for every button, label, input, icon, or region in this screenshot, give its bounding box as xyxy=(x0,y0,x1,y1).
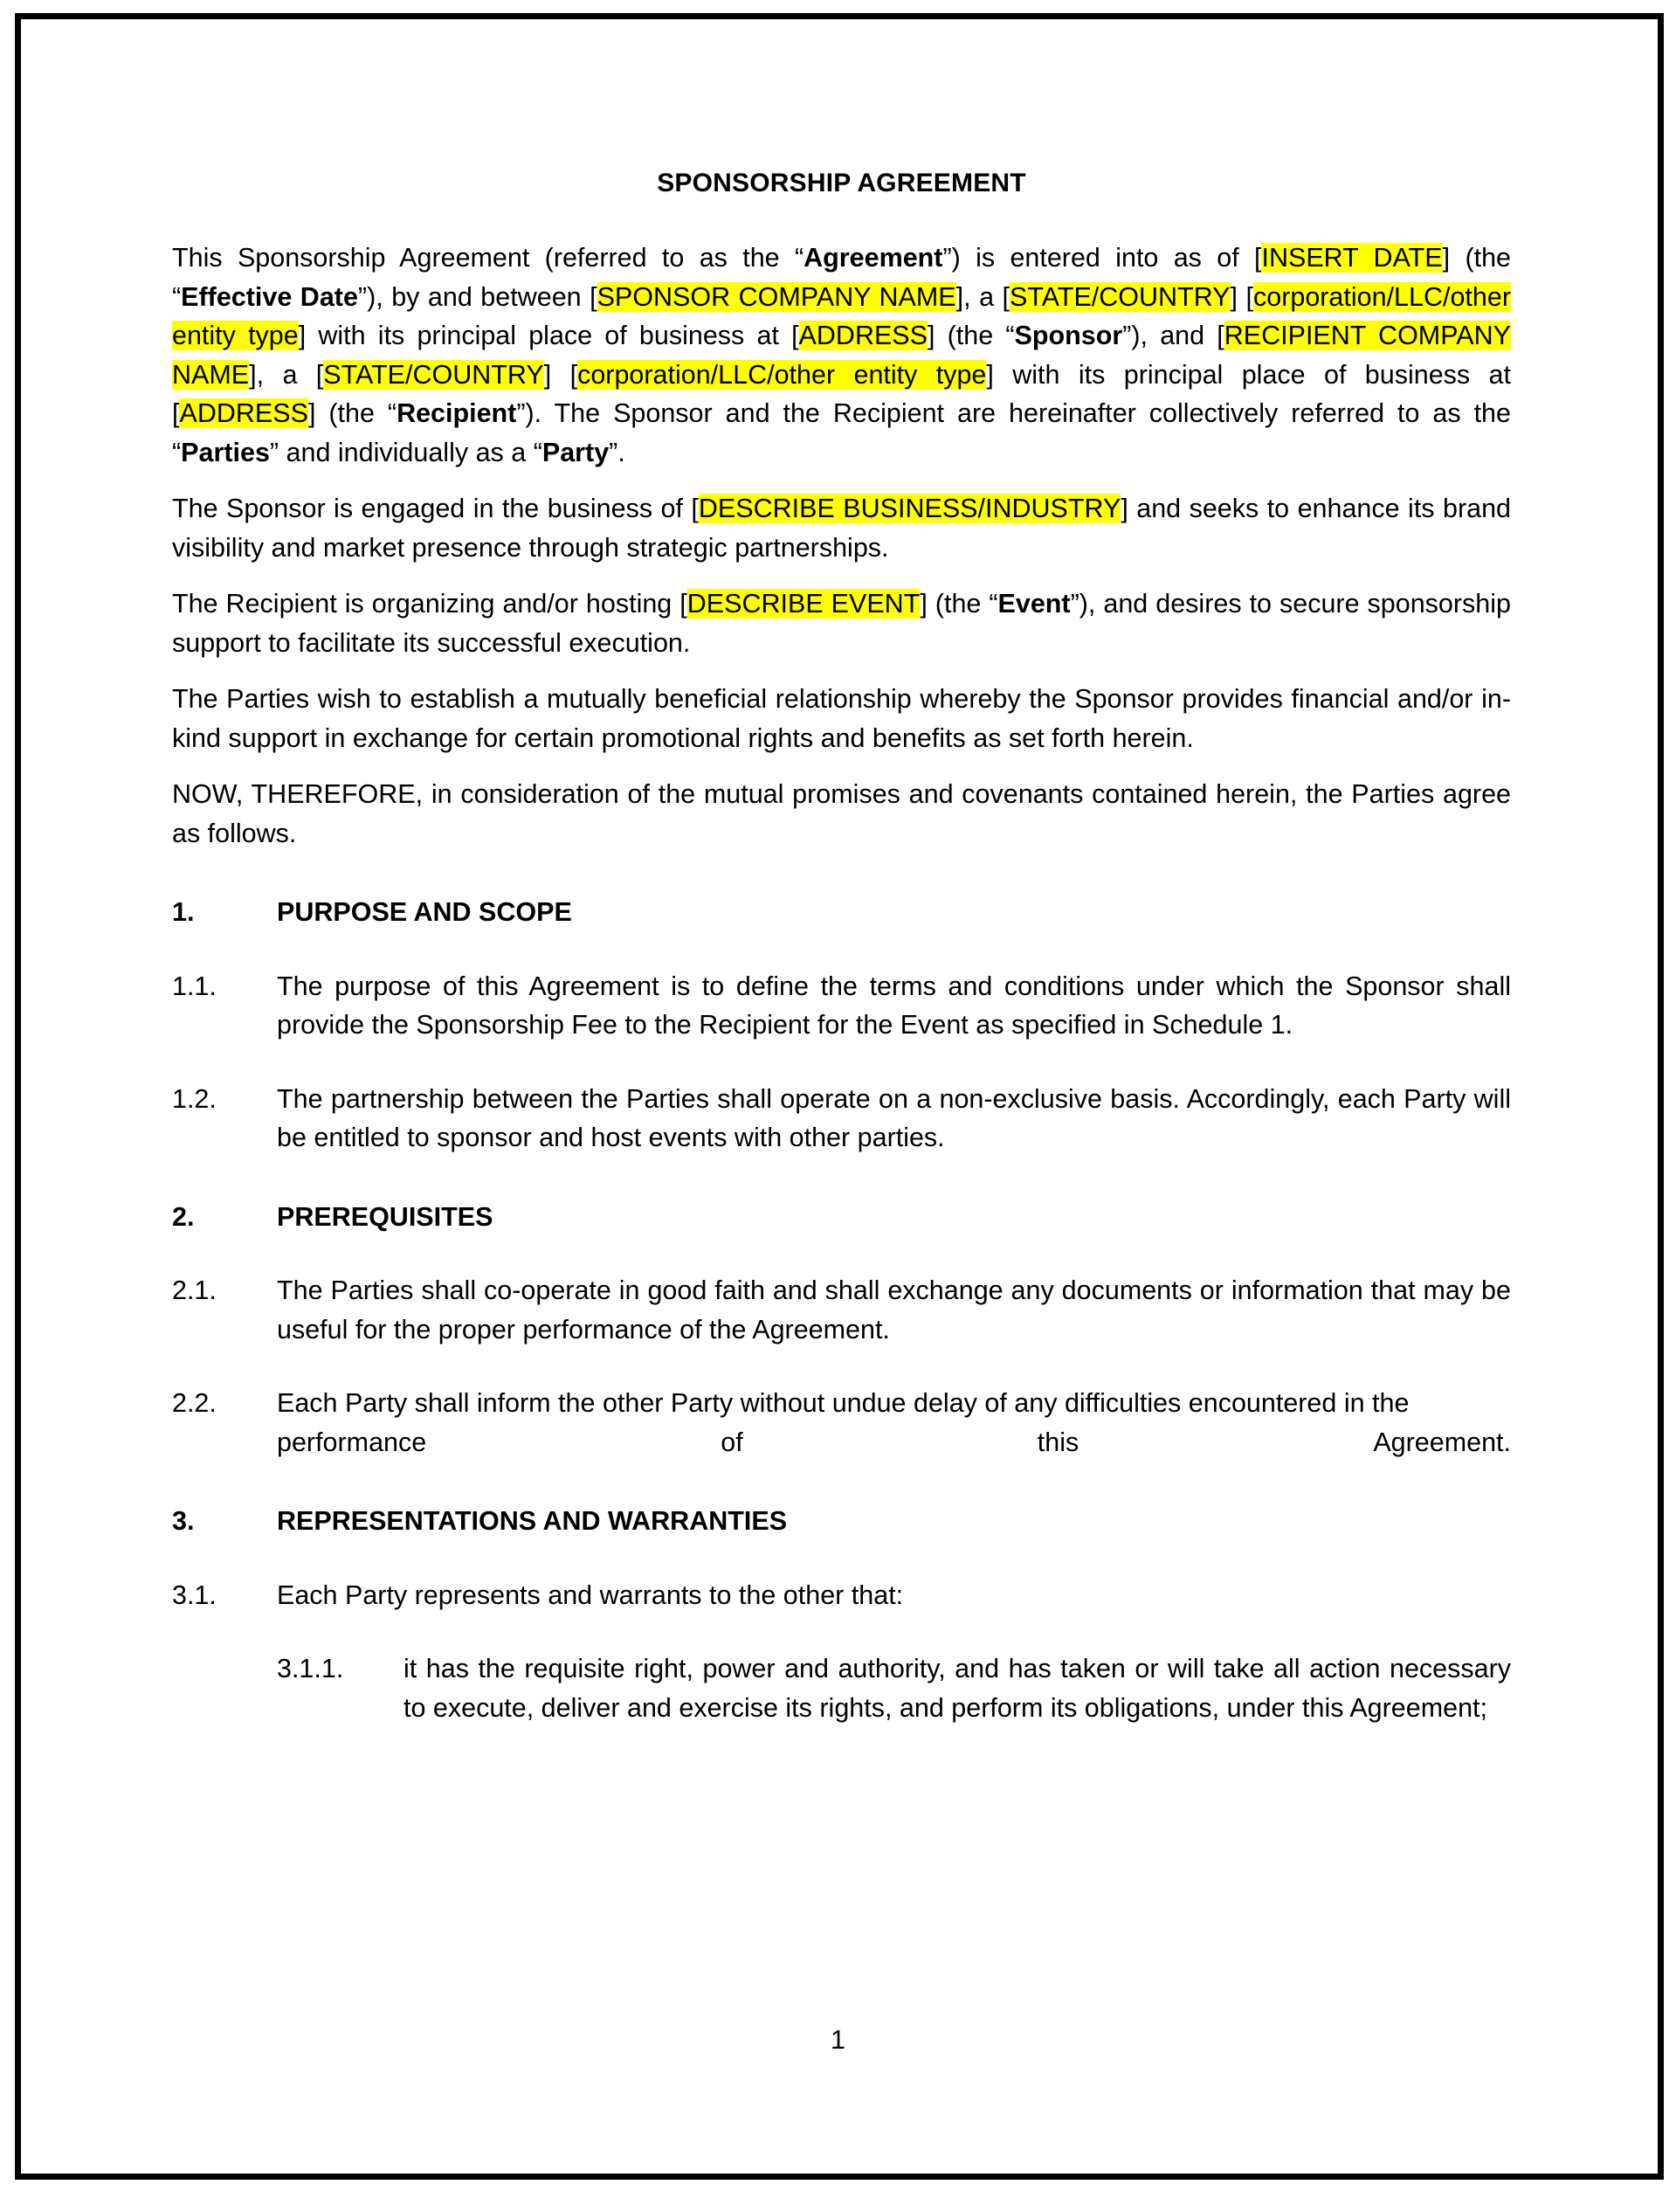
text-run: ” and individually as a “ xyxy=(269,437,542,467)
text-run: ] (the “ xyxy=(920,589,998,619)
clause-text: Each Party represents and warrants to the other that: xyxy=(277,1580,904,1610)
clause-text: The purpose of this Agreement is to define the terms and conditions under which the Sponsor shall provide the Sponsorship Fee to the Recipient for the Event as specified in Schedule 1. xyxy=(277,971,1511,1040)
spacer xyxy=(172,1236,1511,1271)
text-run: ”) is entered into as of [ xyxy=(942,243,1262,273)
word: this xyxy=(1037,1427,1079,1457)
subclause-3-1-1 xyxy=(172,1649,1511,1727)
placeholder-state-country-sponsor: STATE/COUNTRY xyxy=(1010,281,1231,312)
placeholder-sponsor-company-name: SPONSOR COMPANY NAME xyxy=(597,281,956,312)
term-party: Party xyxy=(541,437,610,467)
clause-number: 1.1. xyxy=(172,971,217,1001)
text-run: This Sponsorship Agreement (referred to as the “ xyxy=(172,243,804,273)
preamble-paragraph-5: NOW, THEREFORE, in consideration of the mutual promises and covenants contained herein, the Parties agree as follows. xyxy=(172,779,1511,848)
clause-text: The partnership between the Parties shall operate on a non-exclusive basis. Accordingly, each Party will be entitled to sponsor and host events with other parties. xyxy=(277,1083,1511,1152)
placeholder-entity-type-recipient: corporation/LLC/other entity type xyxy=(577,359,987,390)
text-run: ] [ xyxy=(543,359,578,390)
clause-2-2 xyxy=(172,1384,1511,1462)
spacer xyxy=(172,1462,1511,1502)
preamble-paragraph-4: The Parties wish to establish a mutually beneficial relationship whereby the Sponsor provides financial and/or in-kind support in exchange for certain promotional rights and benefits as set forth herein. xyxy=(172,684,1511,753)
placeholder-entity-type-sponsor: corporation/LLC/other entity type xyxy=(172,281,1511,350)
subclause-text: it has the requisite right, power and authority, and has taken or will take all action necessary to execute, deliver and exercise its rights, and perform its obligations, under this Agreement; xyxy=(403,1654,1511,1723)
term-recipient: Recipient xyxy=(397,398,517,428)
section-number: 2. xyxy=(172,1201,195,1232)
word: of xyxy=(721,1427,743,1457)
section-number: 3. xyxy=(172,1506,195,1536)
document-content xyxy=(172,0,1511,1727)
clause-line-1: Each Party shall inform the other Party without undue delay of any difficulties encountered in the xyxy=(277,1388,1410,1418)
term-effective-date: Effective Date xyxy=(181,281,358,312)
section-number: 1. xyxy=(172,897,195,927)
section-heading-3 xyxy=(172,1502,1511,1541)
text-run: ] (the “ xyxy=(928,321,1015,350)
spacer xyxy=(172,1614,1511,1649)
term-parties: Parties xyxy=(181,437,270,467)
clause-2-1 xyxy=(172,1271,1511,1349)
clause-line-2 xyxy=(277,1423,1511,1462)
text-run: ”), and [ xyxy=(1122,321,1224,350)
clause-3-1 xyxy=(172,1576,1511,1615)
text-run: The Recipient is organizing and/or hosting [ xyxy=(172,589,687,619)
placeholder-recipient-company-name: RECIPIENT COMPANY NAME xyxy=(172,321,1511,390)
spacer xyxy=(172,1158,1511,1198)
section-heading-1 xyxy=(172,893,1511,932)
text-run: ] with its principal place of business at [ xyxy=(298,321,799,350)
spacer xyxy=(172,853,1511,893)
text-run: ], a [ xyxy=(249,359,324,390)
spacer xyxy=(172,197,1511,238)
clause-number: 1.2. xyxy=(172,1083,217,1114)
section-heading-2 xyxy=(172,1198,1511,1237)
placeholder-address-recipient: ADDRESS xyxy=(179,398,308,428)
clause-number: 2.2. xyxy=(172,1388,217,1418)
text-run: ”), and desires to secure sponsorship support to facilitate its successful execution. xyxy=(172,589,1511,658)
text-run: ] with its principal place of business at [ xyxy=(172,359,1511,428)
section-title: PURPOSE AND SCOPE xyxy=(277,897,572,927)
word: Agreement. xyxy=(1373,1427,1511,1457)
placeholder-address-sponsor: ADDRESS xyxy=(798,321,928,350)
text-run: ], a [ xyxy=(955,281,1010,312)
text-run: ”). The Sponsor and the Recipient are hereinafter collectively referred to as the “ xyxy=(172,398,1511,467)
spacer xyxy=(172,932,1511,967)
text-run: ] (the “ xyxy=(172,243,1511,312)
text-run: ”), by and between [ xyxy=(357,281,597,312)
spacer xyxy=(172,1541,1511,1576)
placeholder-insert-date: INSERT DATE xyxy=(1261,243,1443,273)
text-run: ] [ xyxy=(1230,281,1253,312)
placeholder-state-country-recipient: STATE/COUNTRY xyxy=(323,359,544,390)
clause-number: 3.1. xyxy=(172,1580,217,1610)
clause-text: The Parties shall co-operate in good faith and shall exchange any documents or information that may be useful for the proper performance of the Agreement. xyxy=(277,1275,1511,1344)
section-title: REPRESENTATIONS AND WARRANTIES xyxy=(277,1506,788,1536)
page-number: 1 xyxy=(831,2025,845,2055)
preamble-paragraph-3 xyxy=(172,584,1511,662)
preamble-paragraph-1 xyxy=(172,238,1511,472)
term-event: Event xyxy=(997,589,1071,619)
clause-1-1 xyxy=(172,967,1511,1045)
page-title: SPONSORSHIP AGREEMENT xyxy=(657,169,1026,197)
spacer xyxy=(172,472,1511,489)
spacer xyxy=(172,662,1511,680)
clause-1-2 xyxy=(172,1080,1511,1158)
text-run: ] and seeks to enhance its brand visibility and market presence through strategic partnerships. xyxy=(172,494,1511,563)
text-run: The Sponsor is engaged in the business of [ xyxy=(172,494,699,523)
spacer xyxy=(172,567,1511,584)
section-title: PREREQUISITES xyxy=(277,1201,493,1232)
spacer xyxy=(172,757,1511,775)
spacer xyxy=(172,1349,1511,1384)
term-agreement: Agreement xyxy=(804,243,943,273)
preamble-paragraph-2 xyxy=(172,489,1511,567)
text-run: ”. xyxy=(609,437,625,467)
placeholder-describe-business-industry: DESCRIBE BUSINESS/INDUSTRY xyxy=(698,494,1121,523)
subclause-number: 3.1.1. xyxy=(277,1654,344,1683)
clause-text xyxy=(277,1384,1511,1462)
clause-number: 2.1. xyxy=(172,1275,217,1305)
text-run: ] (the “ xyxy=(307,398,397,428)
word: performance xyxy=(277,1427,427,1457)
placeholder-describe-event: DESCRIBE EVENT xyxy=(686,589,921,619)
term-sponsor: Sponsor xyxy=(1014,321,1123,350)
spacer xyxy=(172,1045,1511,1080)
